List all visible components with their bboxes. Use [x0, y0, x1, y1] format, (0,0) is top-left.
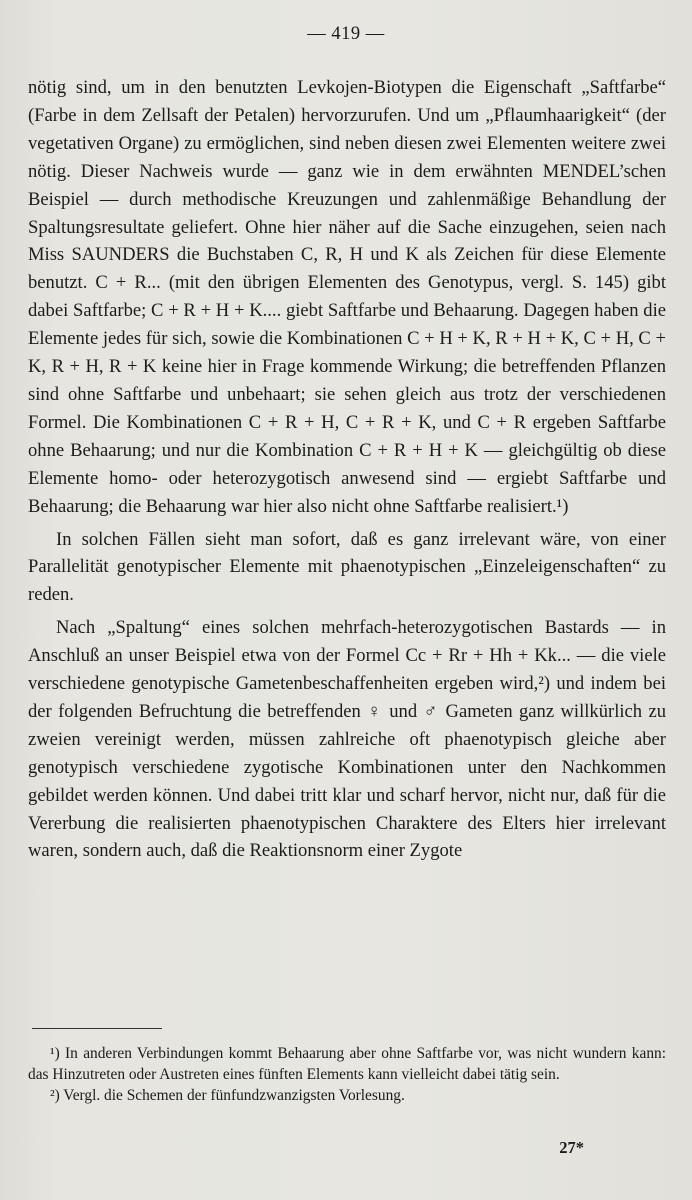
main-text — [28, 74, 666, 865]
page-number: — 419 — — [307, 24, 385, 44]
footnote: ²) Vergl. die Schemen der fünfundzwanzigsten Vorlesung. — [50, 1087, 405, 1105]
footnote: ¹) In anderen Verbindungen kommt Behaarung aber ohne Saftfarbe vor, was nicht wundern kann: das Hinzutreten oder Austreten eines fünften Elements kann vielleicht dabei tätig sein. — [28, 1045, 666, 1084]
footnotes — [28, 1043, 666, 1107]
paragraph: nötig sind, um in den benutzten Levkojen-Biotypen die Eigenschaft „Saftfarbe“ (Farbe in dem Zellsaft der Petalen) hervorzurufen. Und um „Pflaumhaarigkeit“ (der vegetativen Organe) zu ermöglichen, sind neben diesen zwei Elementen weitere zwei nötig. Dieser Nachweis wurde — ganz wie in dem erwähnten MENDEL’schen Beispiel — durch methodische Kreuzungen und zahlenmäßige Behandlung der Spaltungsresultate geliefert. Ohne hier näher auf die Sache einzugehen, seien nach Miss SAUNDERS die Buchstaben C, R, H und K als Zeichen für diese Elemente benutzt. C + R... (mit den übrigen Elementen des Genotypus, vergl. S. 145) gibt dabei Saftfarbe; C + R + H + K.... giebt Saftfarbe und Behaarung. Dagegen haben die Elemente jedes für sich, sowie die Kombinationen C + H + K, R + H + K, C + H, C + K, R + H, R + K keine hier in Frage kommende Wirkung; die betreffenden Pflanzen sind ohne Saftfarbe und unbehaart; sie sehen gleich aus trotz der verschiedenen Formel. Die Kombinationen C + R + H, C + R + K, und C + R ergeben Saftfarbe ohne Behaarung; und nur die Kombination C + R + H + K — gleichgültig ob diese Elemente homo- oder heterozygotisch anwesend sind — ergiebt Saftfarbe und Behaarung; die Behaarung war hier also nicht ohne Saftfarbe realisiert.¹) — [28, 77, 666, 517]
footnote-divider — [32, 1028, 162, 1029]
paragraph: Nach „Spaltung“ eines solchen mehrfach-heterozygotischen Bastards — in Anschluß an unser Beispiel etwa von der Formel Cc + Rr + Hh + Kk... — die viele verschiedene genotypische Gametenbeschaffenheiten ergeben wird,²) und indem bei der folgenden Befruchtung die betreffenden ♀ und ♂ Gameten ganz willkürlich zu zweien vereinigt werden, müssen zahlreiche oft phaenotypisch gleiche aber genotypisch verschiedene zygotische Kombinationen unter den Nachkommen gebildet werden können. Und dabei tritt klar und scharf hervor, nicht nur, daß für die Vererbung die realisierten phaenotypischen Charaktere des Elters hier irrelevant waren, sondern auch, daß die Reaktionsnorm einer Zygote — [28, 617, 666, 862]
signature-mark: 27* — [559, 1138, 584, 1157]
paragraph: In solchen Fällen sieht man sofort, daß es ganz irrelevant wäre, von einer Parallelität genotypischer Elemente mit phaenotypischen „Einzeleigenschaften“ zu reden. — [28, 528, 666, 606]
